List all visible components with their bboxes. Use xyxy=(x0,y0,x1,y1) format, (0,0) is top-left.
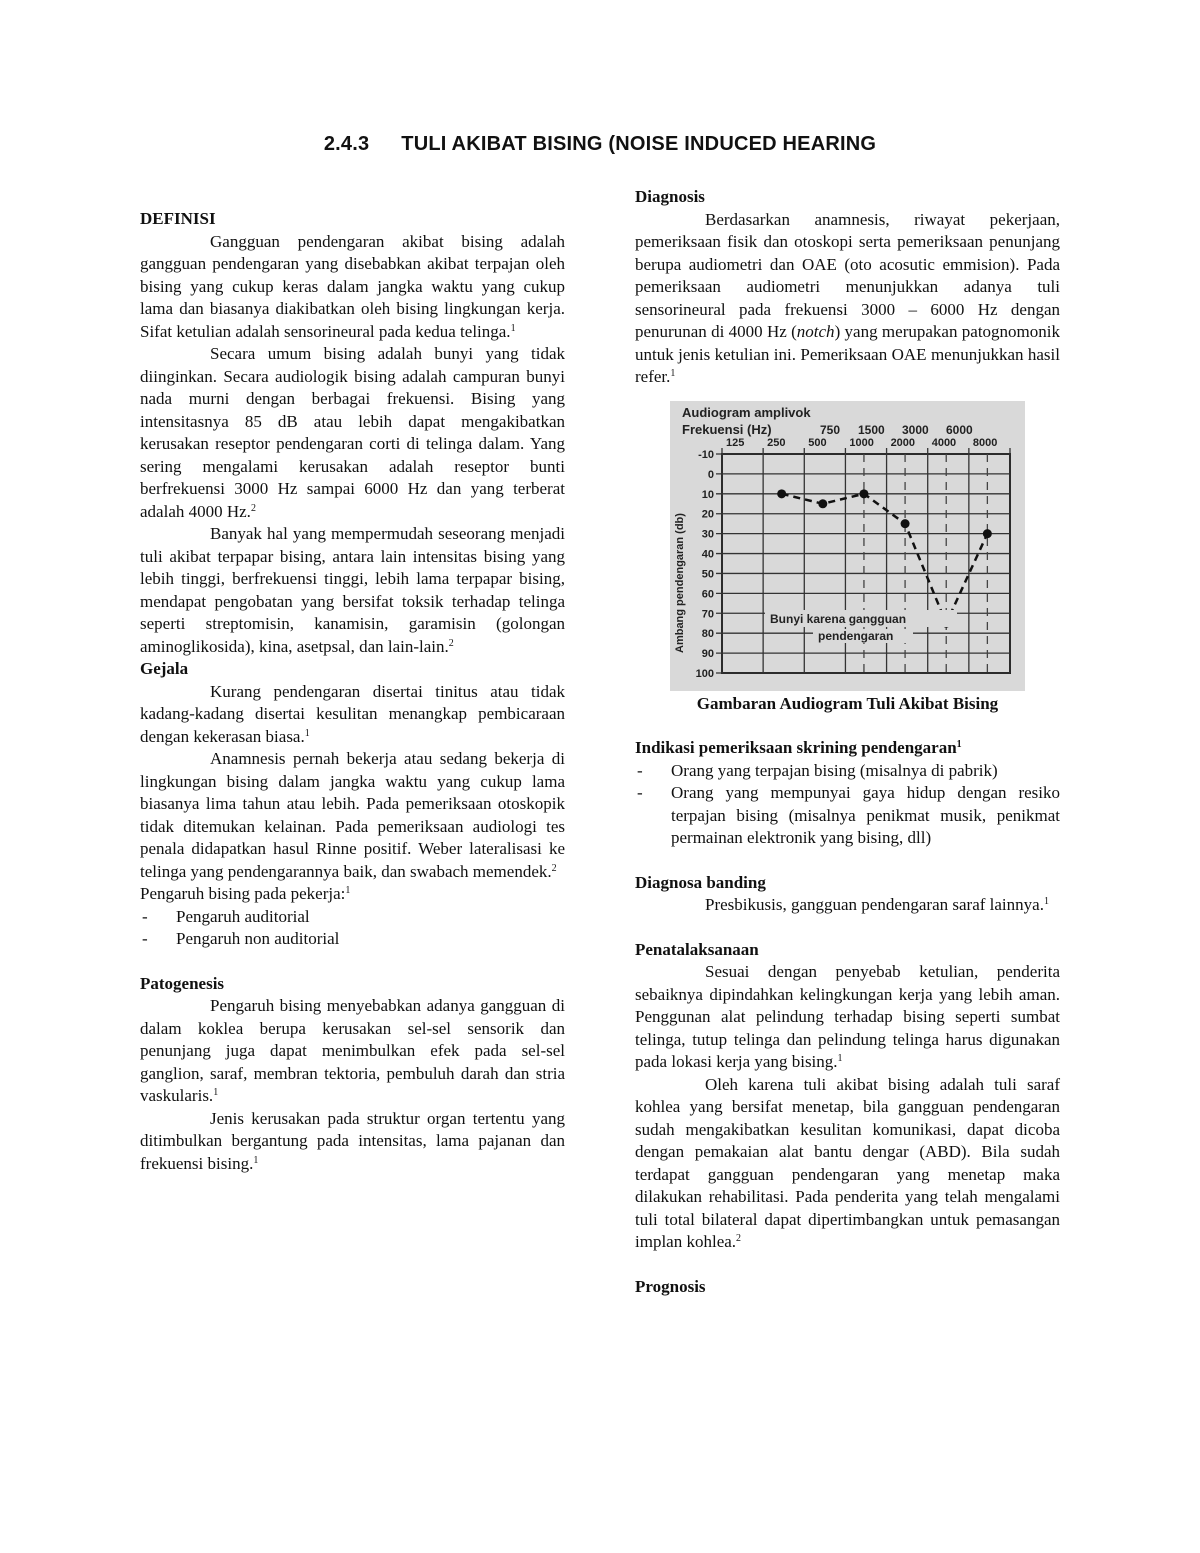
paragraph xyxy=(140,231,565,344)
x-tick-label: 8000 xyxy=(972,436,998,449)
y-tick-label: 30 xyxy=(701,528,714,541)
list-item: - Orang yang mempunyai gaya hidup dengan resiko terpajan bising (misalnya penikmat musik, penikmat permainan elektronik yang bising, dll) xyxy=(635,782,1060,850)
paragraph xyxy=(635,894,1060,917)
y-tick-label: 20 xyxy=(701,508,714,521)
page-title xyxy=(0,133,1200,156)
paragraph-text: Secara umum bising adalah bunyi yang tidak diinginkan. Secara audiologik bising adalah campuran bunyi nada murni dengan berbagai frekuensi. Bising yang intensitasnya 85 dB atau lebih dapat mengakibatkan kerusakan reseptor pendengaran corti di telinga dalam. Yang sering mengalami kerusakan adalah reseptor bunti berfrekuensi 3000 Hz sampai 6000 Hz dan yang terberat adalah 4000 Hz. xyxy=(140,344,565,521)
emphasis-text: notch xyxy=(796,322,835,341)
paragraph-text: Gangguan pendengaran akibat bising adalah gangguan pendengaran yang disebabkan akibat terpajan oleh bising yang cukup keras dalam jangka waktu yang cukup lama dan biasanya diakibatkan oleh bising lingkungan kerja. Sifat ketulian adalah sensorineural pada kedua telinga. xyxy=(140,231,565,341)
paragraph xyxy=(140,681,565,749)
audiogram-chart xyxy=(670,401,1025,691)
x-tick-label-top: 1500 xyxy=(858,422,885,437)
paragraph-text: Jenis kerusakan pada struktur organ tertentu yang ditimbulkan bergantung pada intensitas, lama pajanan dan frekuensi bising. xyxy=(140,1108,565,1173)
y-tick-label: 40 xyxy=(701,548,714,561)
chart-title: Audiogram amplivok xyxy=(682,404,811,420)
section-number: 2.4.3 xyxy=(323,133,370,155)
x-tick-label-top: 6000 xyxy=(946,422,973,437)
footnote-ref: 1 xyxy=(510,322,516,334)
list-item: - Pengaruh auditorial xyxy=(140,906,565,929)
figure-caption: Gambaran Audiogram Tuli Akibat Bising xyxy=(696,693,999,713)
footnote-ref: 2 xyxy=(250,502,256,514)
paragraph xyxy=(140,523,565,658)
y-tick-label: 80 xyxy=(701,627,714,640)
paragraph-text: Presbikusis, gangguan pendengaran saraf lainnya. xyxy=(705,895,1044,914)
heading-gejala: Gejala xyxy=(140,659,189,678)
paragraph xyxy=(140,748,565,883)
list-item: - Orang yang terpajan bising (misalnya di pabrik) xyxy=(635,760,1060,783)
heading-prognosis: Prognosis xyxy=(635,1276,706,1296)
y-tick-label: 90 xyxy=(701,647,714,660)
paragraph xyxy=(140,995,565,1108)
paragraph-text: Pengaruh bising menyebabkan adanya gangguan di dalam koklea berupa kerusakan sel-sel sensorik dan penunjang juga dapat menimbulkan efek pada sel-sel ganglion, saraf, membran tektoria, pembuluh darah dan stria vaskularis. xyxy=(140,996,565,1105)
footnote-ref: 1 xyxy=(345,885,351,896)
y-tick-label: 60 xyxy=(701,587,714,600)
y-tick-label: 70 xyxy=(701,607,714,620)
audiogram-figure xyxy=(670,401,1025,691)
right-column xyxy=(635,186,1060,1298)
indikasi-list xyxy=(635,760,1060,850)
paragraph xyxy=(635,209,1060,389)
paragraph xyxy=(635,961,1060,1074)
data-point xyxy=(901,519,910,528)
paragraph-text: Anamnesis pernah bekerja atau sedang bekerja di lingkungan bising dalam jangka waktu yang cukup lama biasanya lima tahun atau lebih. Pada pemeriksaan otoskopik tidak ditemukan kelainan. Pada pemeriksaan audiologi tes penala didapatkan hasul Rinne positif. Weber lateralisasi ke telinga yang pendengarannya baik, dan swabach memendek. xyxy=(140,749,565,881)
heading-patogenesis: Patogenesis xyxy=(140,973,225,993)
data-point xyxy=(818,499,827,508)
section-title: TULI AKIBAT BISING (NOISE INDUCED HEARING xyxy=(401,133,877,155)
y-tick-label: 10 xyxy=(701,488,714,501)
footnote-ref: 1 xyxy=(213,1087,219,1098)
heading-definisi: DEFINISI xyxy=(140,209,216,228)
footnote-ref: 2 xyxy=(551,862,557,874)
y-tick-label: -10 xyxy=(698,448,714,461)
paragraph-text: ) yang merupakan patognomonik untuk jenis ketulian ini. Pemeriksaan OAE menunjukkan hasil refer. xyxy=(635,322,1060,386)
annotation-line-1: Bunyi karena gangguan xyxy=(770,611,907,626)
data-point xyxy=(777,489,786,498)
paragraph-text: Sesuai dengan penyebab ketulian, penderita sebaiknya dipindahkan kelingkungan kerja yang lebih aman. Penggunan alat pelindung terhadap bising seperti sumbat telinga, tutup telinga dan pelindung telinga harus digunakan pada lokasi kerja yang bising. xyxy=(635,962,1060,1071)
paragraph-text: Berdasarkan anamnesis, riwayat pekerjaan, pemeriksaan fisik dan otoskopi serta pemeriksaan penunjang berupa audiometri dan OAE (oto acosutic emmision). Pada pemeriksaan audiometri menunjukkan adanya tuli sensorineural pada frekuensi 3000 – 6000 Hz dengan penurunan di 4000 Hz ( xyxy=(635,209,1060,341)
y-axis-label: Ambang pendengaran (db) xyxy=(674,512,686,653)
footnote-ref: 1 xyxy=(304,727,310,739)
footnote-ref: 1 xyxy=(253,1154,259,1166)
data-point xyxy=(983,529,992,538)
y-tick-label: 0 xyxy=(707,468,714,481)
x-tick-label: 500 xyxy=(808,436,827,449)
paragraph xyxy=(140,883,565,906)
x-tick-label: 250 xyxy=(767,436,786,449)
heading-diagnosis: Diagnosis xyxy=(635,187,705,206)
heading-indikasi xyxy=(635,737,1060,760)
x-tick-label: 4000 xyxy=(931,436,957,449)
paragraph xyxy=(635,1074,1060,1254)
footnote-ref: 1 xyxy=(670,368,676,379)
annotation-line-2: pendengaran xyxy=(818,628,894,643)
footnote-ref: 2 xyxy=(448,637,454,649)
x-tick-label-top: 750 xyxy=(820,422,841,437)
list-item: - Pengaruh non auditorial xyxy=(140,928,565,951)
x-tick-label: 2000 xyxy=(890,436,916,449)
data-point xyxy=(859,489,868,498)
paragraph-text: Pengaruh bising pada pekerja: xyxy=(140,884,346,903)
paragraph xyxy=(140,343,565,523)
footnote-ref: 1 xyxy=(956,739,962,750)
paragraph xyxy=(140,1108,565,1176)
footnote-ref: 1 xyxy=(837,1053,843,1064)
paragraph-text: Oleh karena tuli akibat bising adalah tuli saraf kohlea yang bersifat menetap, bila gangguan pendengaran sudah mengakibatkan kesulitan komunikasi, dapat dicoba dengan pemakaian alat bantu dengar (ABD). Bila sudah terdapat gangguan pendengaran yang menetap maka dilakukan rehabilitasi. Pada penderita yang telah mengalami tuli total bilateral dapat dipertimbangkan untuk pemasangan implan kohlea. xyxy=(635,1074,1060,1251)
paragraph-text: Kurang pendengaran disertai tinitus atau tidak kadang-kadang disertai kesulitan menangkap pembicaraan dengan kekerasan biasa. xyxy=(140,681,565,746)
x-tick-label: 125 xyxy=(726,436,745,449)
x-tick-label: 1000 xyxy=(849,436,874,449)
chart-series xyxy=(777,489,992,627)
pengaruh-list xyxy=(140,906,565,951)
y-tick-label: 100 xyxy=(695,667,714,680)
x-tick-label-top: 3000 xyxy=(902,422,929,437)
freq-label: Frekuensi (Hz) xyxy=(682,421,772,437)
footnote-ref: 1 xyxy=(1043,896,1049,907)
heading-text: Indikasi pemeriksaan skrining pendengaran xyxy=(635,738,957,757)
footnote-ref: 2 xyxy=(736,1233,742,1244)
heading-diagnosa-banding: Diagnosa banding xyxy=(635,872,766,892)
heading-penatalaksanaan: Penatalaksanaan xyxy=(635,939,759,959)
left-column xyxy=(140,208,565,1175)
paragraph-text: Banyak hal yang mempermudah seseorang menjadi tuli akibat terpapar bising, antara lain intensitas bising yang lebih tinggi, berfrekuensi tinggi, lebih lama terpapar bising, mendapat pengobatan yang bersifat toksik terhadap telinga seperti streptomisin, kanamisin, garamisin (golongan aminoglikosida), kina, asetpsal, dan lain-lain. xyxy=(140,524,565,656)
y-tick-label: 50 xyxy=(701,567,714,580)
